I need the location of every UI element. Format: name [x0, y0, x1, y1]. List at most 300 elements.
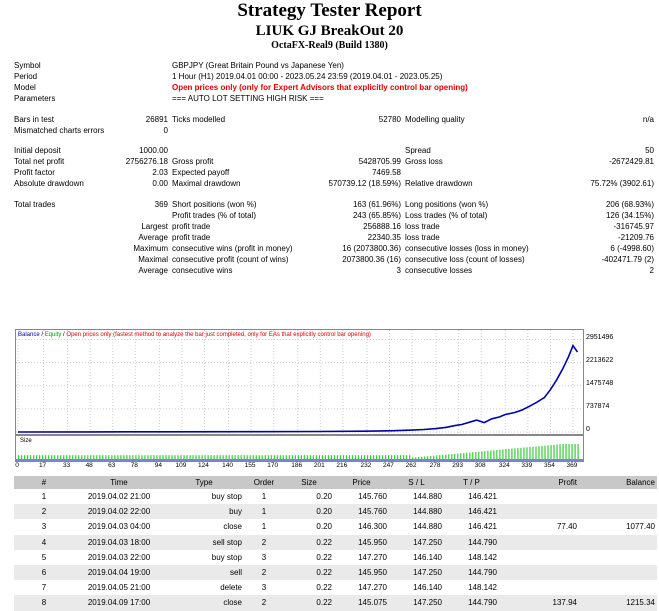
size-bar — [538, 446, 539, 460]
size-bar — [550, 445, 551, 460]
size-bar — [238, 455, 239, 460]
size-bar — [63, 455, 64, 460]
balance-chart-svg — [16, 330, 583, 434]
size-bar — [439, 455, 440, 460]
size-bar — [295, 455, 296, 460]
size-bar — [340, 455, 341, 460]
size-bar — [195, 455, 196, 460]
table-cell: 0.22 — [284, 565, 334, 580]
size-bar — [39, 455, 40, 460]
size-bar — [316, 455, 317, 460]
size-bar — [286, 455, 287, 460]
size-bar — [289, 455, 290, 460]
x-tick-label: 369 — [566, 462, 578, 469]
size-bar — [454, 454, 455, 460]
size-bar — [334, 455, 335, 460]
size-bar — [406, 455, 407, 460]
table-cell: 148.142 — [468, 552, 497, 562]
table-cell: 147.250 — [389, 595, 444, 610]
legend-equity: Equity — [44, 332, 62, 338]
table-cell — [499, 565, 579, 580]
x-tick-label: 78 — [130, 462, 138, 469]
size-bar — [223, 455, 224, 460]
gross-loss-label: Gross loss — [405, 157, 443, 167]
size-bar — [111, 455, 112, 460]
size-bar — [532, 447, 533, 460]
size-bar — [102, 455, 103, 460]
quality-label: Modelling quality — [405, 114, 465, 124]
size-bar — [490, 451, 491, 460]
size-bar — [174, 455, 175, 460]
table-row[interactable] — [14, 535, 657, 550]
size-bar — [250, 455, 251, 460]
y-tick-label: 2213622 — [586, 356, 614, 364]
column-header[interactable]: Profit — [499, 476, 579, 489]
table-cell: close — [223, 522, 242, 532]
column-header[interactable]: S / L — [389, 476, 444, 489]
loss-trades-value: 126 (34.15%) — [605, 210, 654, 220]
table-row[interactable] — [14, 580, 657, 595]
model-value: Open prices only (only for Expert Advisors that explicitly control bar opening) — [172, 82, 468, 92]
table-cell: close — [164, 595, 244, 610]
size-bar — [451, 454, 452, 460]
size-bar — [42, 455, 43, 460]
size-bar — [358, 455, 359, 460]
size-bar — [265, 455, 266, 460]
table-row[interactable] — [14, 489, 657, 504]
size-bar — [150, 455, 151, 460]
table-row[interactable] — [14, 550, 657, 565]
size-bar — [430, 456, 431, 460]
size-bar — [370, 455, 371, 460]
table-cell — [579, 535, 657, 550]
size-bar — [319, 455, 320, 460]
column-header[interactable]: Type — [164, 476, 244, 489]
absolute-drawdown-value: 0.00 — [152, 179, 168, 189]
table-cell: 146.421 — [444, 504, 499, 519]
column-header[interactable]: Time — [74, 476, 164, 489]
size-bar — [547, 445, 548, 460]
symbol-label: Symbol — [14, 61, 41, 70]
size-bar — [343, 455, 344, 460]
size-bar — [259, 455, 260, 460]
size-bar — [526, 447, 527, 460]
table-cell: 7 — [41, 583, 47, 593]
net-profit-value: 2756276.18 — [125, 157, 168, 167]
size-bar — [511, 449, 512, 460]
table-cell: 2019.04.04 19:00 — [74, 565, 164, 580]
size-bar — [463, 453, 464, 460]
table-cell: 0.22 — [316, 552, 332, 562]
table-cell: 144.880 — [389, 504, 444, 519]
table-cell: 0.20 — [316, 522, 332, 532]
balance-line — [18, 346, 578, 432]
table-cell: sell stop — [164, 535, 244, 550]
table-row[interactable] — [14, 565, 657, 580]
column-header[interactable]: Size — [284, 476, 334, 489]
size-bar — [198, 455, 199, 460]
table-row[interactable] — [14, 595, 657, 610]
size-bar — [307, 455, 308, 460]
size-bar — [292, 455, 293, 460]
mismatched-value: 0 — [163, 125, 168, 135]
size-bar — [505, 449, 506, 460]
size-bar — [108, 455, 109, 460]
table-cell: buy stop — [211, 552, 242, 562]
table-cell: 147.250 — [389, 535, 444, 550]
x-tick-label: 262 — [405, 462, 417, 469]
mismatched-label: Mismatched charts errors — [14, 125, 105, 135]
y-tick-label: 2951496 — [586, 333, 614, 341]
size-bar — [313, 455, 314, 460]
size-bar — [433, 456, 434, 460]
average-label: Average — [138, 232, 168, 242]
size-bar — [99, 455, 100, 460]
size-bar — [90, 455, 91, 460]
size-bar — [253, 455, 254, 460]
table-cell — [579, 550, 657, 565]
column-header[interactable]: Balance — [579, 476, 657, 489]
size-bar — [484, 451, 485, 460]
column-header[interactable]: T / P — [444, 476, 499, 489]
size-bar — [529, 447, 530, 460]
ticks-value: 52780 — [378, 114, 401, 124]
size-bar — [51, 455, 52, 460]
size-bar — [436, 455, 437, 460]
size-bar — [448, 454, 449, 460]
table-cell: 144.880 — [413, 522, 442, 532]
largest-loss-label: loss trade — [405, 221, 440, 231]
expected-payoff-value: 7469.58 — [372, 168, 401, 178]
x-tick-label: 324 — [498, 462, 510, 469]
server-build: OctaFX-Real9 (Build 1380) — [271, 40, 388, 51]
largest-label: Largest — [141, 221, 168, 231]
size-bar — [36, 455, 37, 460]
absolute-drawdown-label: Absolute drawdown — [14, 179, 84, 189]
size-bar — [153, 455, 154, 460]
balance-chart — [15, 329, 584, 435]
table-cell: 2019.04.05 21:00 — [87, 583, 151, 593]
size-bar — [123, 455, 124, 460]
size-bar — [129, 455, 130, 460]
maximal-cons-profit-label: consecutive profit (count of wins) — [172, 254, 289, 264]
size-bar — [247, 455, 248, 460]
size-bar — [466, 453, 467, 460]
table-cell: 6 — [14, 565, 74, 580]
table-cell: delete — [220, 583, 242, 593]
average-profit-value: 22340.35 — [367, 232, 401, 242]
bars-label: Bars in test — [14, 114, 55, 124]
table-cell: 146.140 — [413, 583, 442, 593]
table-cell — [579, 489, 657, 504]
table-cell: 144.790 — [444, 565, 499, 580]
table-cell: 148.142 — [468, 583, 497, 593]
size-bar — [156, 455, 157, 460]
trades-table — [14, 476, 657, 611]
short-positions-label: Short positions (won %) — [172, 200, 257, 210]
chart-legend — [18, 332, 371, 338]
size-bar — [553, 445, 554, 460]
size-bar — [217, 455, 218, 460]
column-header[interactable]: # — [14, 476, 74, 489]
table-cell: 146.300 — [358, 522, 387, 532]
size-bar — [544, 446, 545, 460]
size-bar — [469, 452, 470, 460]
size-bar — [499, 450, 500, 460]
size-bar — [30, 455, 31, 460]
size-bar — [487, 451, 488, 460]
size-bar — [418, 457, 419, 460]
column-header[interactable]: Order — [244, 476, 284, 489]
maximal-cons-loss-value: -402471.79 (2) — [601, 254, 654, 264]
legend-open-prices: Open prices only (fastest method to analyze the bar just completed, only for EAs that explicitly control bar opening) — [66, 332, 371, 338]
size-bar — [271, 455, 272, 460]
expected-payoff-label: Expected payoff — [172, 168, 230, 178]
table-cell: 145.760 — [358, 492, 387, 502]
size-bar — [283, 455, 284, 460]
quality-value: n/a — [642, 114, 654, 124]
size-bar — [457, 454, 458, 460]
table-row[interactable] — [14, 504, 657, 519]
table-cell: 3 — [261, 552, 267, 562]
x-tick-label: 94 — [154, 462, 162, 469]
size-bar — [27, 455, 28, 460]
table-cell: 145.760 — [334, 504, 389, 519]
y-axis-labels — [584, 329, 654, 449]
size-chart — [15, 435, 584, 462]
size-bar — [24, 455, 25, 460]
size-bar — [523, 448, 524, 460]
x-tick-label: 0 — [15, 462, 19, 469]
size-bar — [574, 444, 575, 460]
x-tick-label: 278 — [429, 462, 441, 469]
size-bar — [132, 455, 133, 460]
size-bar — [280, 455, 281, 460]
size-bar — [204, 455, 205, 460]
trades-body — [14, 489, 657, 611]
summary-table — [14, 61, 654, 276]
size-bar — [571, 444, 572, 460]
size-bar — [81, 455, 82, 460]
size-bar — [235, 455, 236, 460]
average-loss-label: loss trade — [405, 232, 440, 242]
table-cell: buy stop — [211, 492, 242, 502]
column-header[interactable]: Price — [334, 476, 389, 489]
size-bar — [162, 455, 163, 460]
table-cell: 2 — [14, 504, 74, 519]
size-bar — [577, 444, 578, 460]
table-cell: 2 — [244, 595, 284, 610]
table-cell: 144.790 — [444, 595, 499, 610]
size-bar — [424, 457, 425, 460]
x-tick-label: 140 — [222, 462, 233, 469]
table-cell: 0.20 — [316, 492, 332, 502]
period-value: 1 Hour (H1) 2019.04.01 00:00 - 2023.05.24 23:59 (2019.04.01 - 2023.05.25) — [172, 71, 443, 81]
maximal-cons-profit-value: 2073800.36 (16) — [342, 254, 401, 264]
x-tick-label: 170 — [267, 462, 279, 469]
size-bar — [361, 455, 362, 460]
size-bar — [171, 455, 172, 460]
size-bar — [394, 455, 395, 460]
size-bar — [208, 455, 209, 460]
size-bar — [421, 457, 422, 460]
size-bar — [493, 450, 494, 460]
table-cell: 0.22 — [284, 535, 334, 550]
y-tick-label: 737874 — [586, 402, 610, 410]
size-bar — [397, 455, 398, 460]
size-bar — [520, 448, 521, 460]
size-bar — [385, 455, 386, 460]
size-bar — [475, 452, 476, 460]
size-bar — [165, 455, 166, 460]
x-tick-label: 339 — [521, 462, 533, 469]
size-bar — [33, 455, 34, 460]
gross-loss-value: -2672429.81 — [609, 157, 654, 167]
largest-loss-value: -316745.97 — [613, 221, 654, 231]
size-bar — [159, 455, 160, 460]
table-cell: 3 — [261, 583, 267, 593]
size-bar — [301, 455, 302, 460]
size-bar — [135, 455, 136, 460]
gross-profit-value: 5428705.99 — [358, 157, 401, 167]
table-cell — [499, 504, 579, 519]
avg-label: Average — [138, 265, 168, 275]
size-bar — [427, 456, 428, 460]
size-bar — [277, 455, 278, 460]
table-cell: 146.140 — [413, 552, 442, 562]
size-bar — [403, 455, 404, 460]
size-bar — [496, 450, 497, 460]
size-bar — [84, 455, 85, 460]
report-title: Strategy Tester Report — [237, 0, 422, 21]
x-tick-label: 63 — [108, 462, 116, 469]
size-bar — [232, 455, 233, 460]
profit-factor-label: Profit factor — [14, 168, 55, 178]
spread-value: 50 — [645, 146, 654, 156]
table-cell: 147.270 — [358, 552, 387, 562]
table-cell: 1077.40 — [626, 522, 655, 532]
size-bar — [244, 455, 245, 460]
avg-cons-losses-value: 2 — [649, 265, 654, 275]
size-bar — [565, 444, 566, 460]
table-cell: 1 — [41, 492, 47, 502]
size-bar — [57, 455, 58, 460]
x-tick-label: 155 — [244, 462, 256, 469]
table-cell: 1 — [261, 522, 267, 532]
x-tick-label: 293 — [452, 462, 464, 469]
table-cell: sell — [164, 565, 244, 580]
table-cell: 1 — [261, 492, 267, 502]
x-tick-label: 124 — [198, 462, 209, 469]
size-bar — [331, 455, 332, 460]
size-bar — [220, 455, 221, 460]
size-bar — [21, 455, 22, 460]
table-cell: 1 — [244, 504, 284, 519]
profit-trades-value: 243 (65.85%) — [352, 210, 401, 220]
size-bar — [183, 455, 184, 460]
x-tick-label: 354 — [543, 462, 555, 469]
size-bar — [502, 449, 503, 460]
table-cell: 147.270 — [358, 583, 387, 593]
avg-cons-wins-value: 3 — [396, 265, 401, 275]
legend-sep-2: / — [61, 332, 67, 338]
size-bar — [18, 455, 19, 460]
table-cell: 0.20 — [284, 504, 334, 519]
size-bar — [117, 455, 118, 460]
x-tick-label: 201 — [313, 462, 325, 469]
size-bar — [535, 446, 536, 460]
table-cell: 146.421 — [468, 522, 497, 532]
relative-drawdown-value: 75.72% (3902.61) — [590, 179, 654, 189]
symbol-value: GBPJPY (Great Britain Pound vs Japanese Yen) — [172, 61, 344, 70]
table-cell: 146.421 — [468, 492, 497, 502]
table-cell: 4 — [14, 535, 74, 550]
size-bar — [105, 455, 106, 460]
table-cell: 147.250 — [389, 565, 444, 580]
x-axis-labels — [15, 462, 582, 472]
table-cell — [579, 565, 657, 580]
deposit-value: 1000.00 — [139, 146, 168, 156]
size-bar — [144, 455, 145, 460]
size-bar — [373, 455, 374, 460]
maximal-cons-loss-label: consecutive loss (count of losses) — [405, 254, 525, 264]
size-bar — [180, 455, 181, 460]
deposit-label: Initial deposit — [14, 146, 61, 156]
table-cell: 145.075 — [334, 595, 389, 610]
size-bar — [241, 455, 242, 460]
table-cell — [499, 535, 579, 550]
parameters-value: === AUTO LOT SETTING HIGH RISK === — [172, 93, 324, 103]
size-bar — [211, 455, 212, 460]
size-bar — [72, 455, 73, 460]
largest-profit-value: 256888.16 — [363, 221, 401, 231]
size-bar — [478, 452, 479, 460]
net-profit-label: Total net profit — [14, 157, 65, 167]
table-cell: 0.22 — [284, 595, 334, 610]
size-bar — [268, 455, 269, 460]
size-bar — [325, 455, 326, 460]
size-bar — [472, 452, 473, 460]
size-bar — [262, 455, 263, 460]
x-tick-label: 247 — [383, 462, 394, 469]
size-bar — [508, 449, 509, 460]
x-tick-label: 48 — [85, 462, 93, 469]
profit-trades-label: Profit trades (% of total) — [172, 210, 257, 220]
size-bar — [376, 455, 377, 460]
size-bar — [93, 455, 94, 460]
x-tick-label: 109 — [175, 462, 187, 469]
x-tick-label: 232 — [360, 462, 372, 469]
x-tick-label: 186 — [291, 462, 303, 469]
size-bar — [274, 455, 275, 460]
max-cons-losses-value: 6 (-4998.60) — [610, 243, 654, 253]
table-cell: 5 — [41, 552, 47, 562]
size-bar — [126, 455, 127, 460]
size-bar — [445, 455, 446, 460]
size-bar — [304, 455, 305, 460]
size-bar — [45, 455, 46, 460]
table-row[interactable] — [14, 519, 657, 534]
size-bar — [379, 455, 380, 460]
max-cons-losses-label: consecutive losses (loss in money) — [405, 243, 529, 253]
table-cell — [499, 580, 579, 595]
table-cell — [579, 580, 657, 595]
size-bar — [517, 448, 518, 460]
size-bar — [138, 455, 139, 460]
x-tick-label: 33 — [63, 462, 71, 469]
table-cell: 2019.04.03 04:00 — [87, 522, 151, 532]
size-bar — [66, 455, 67, 460]
